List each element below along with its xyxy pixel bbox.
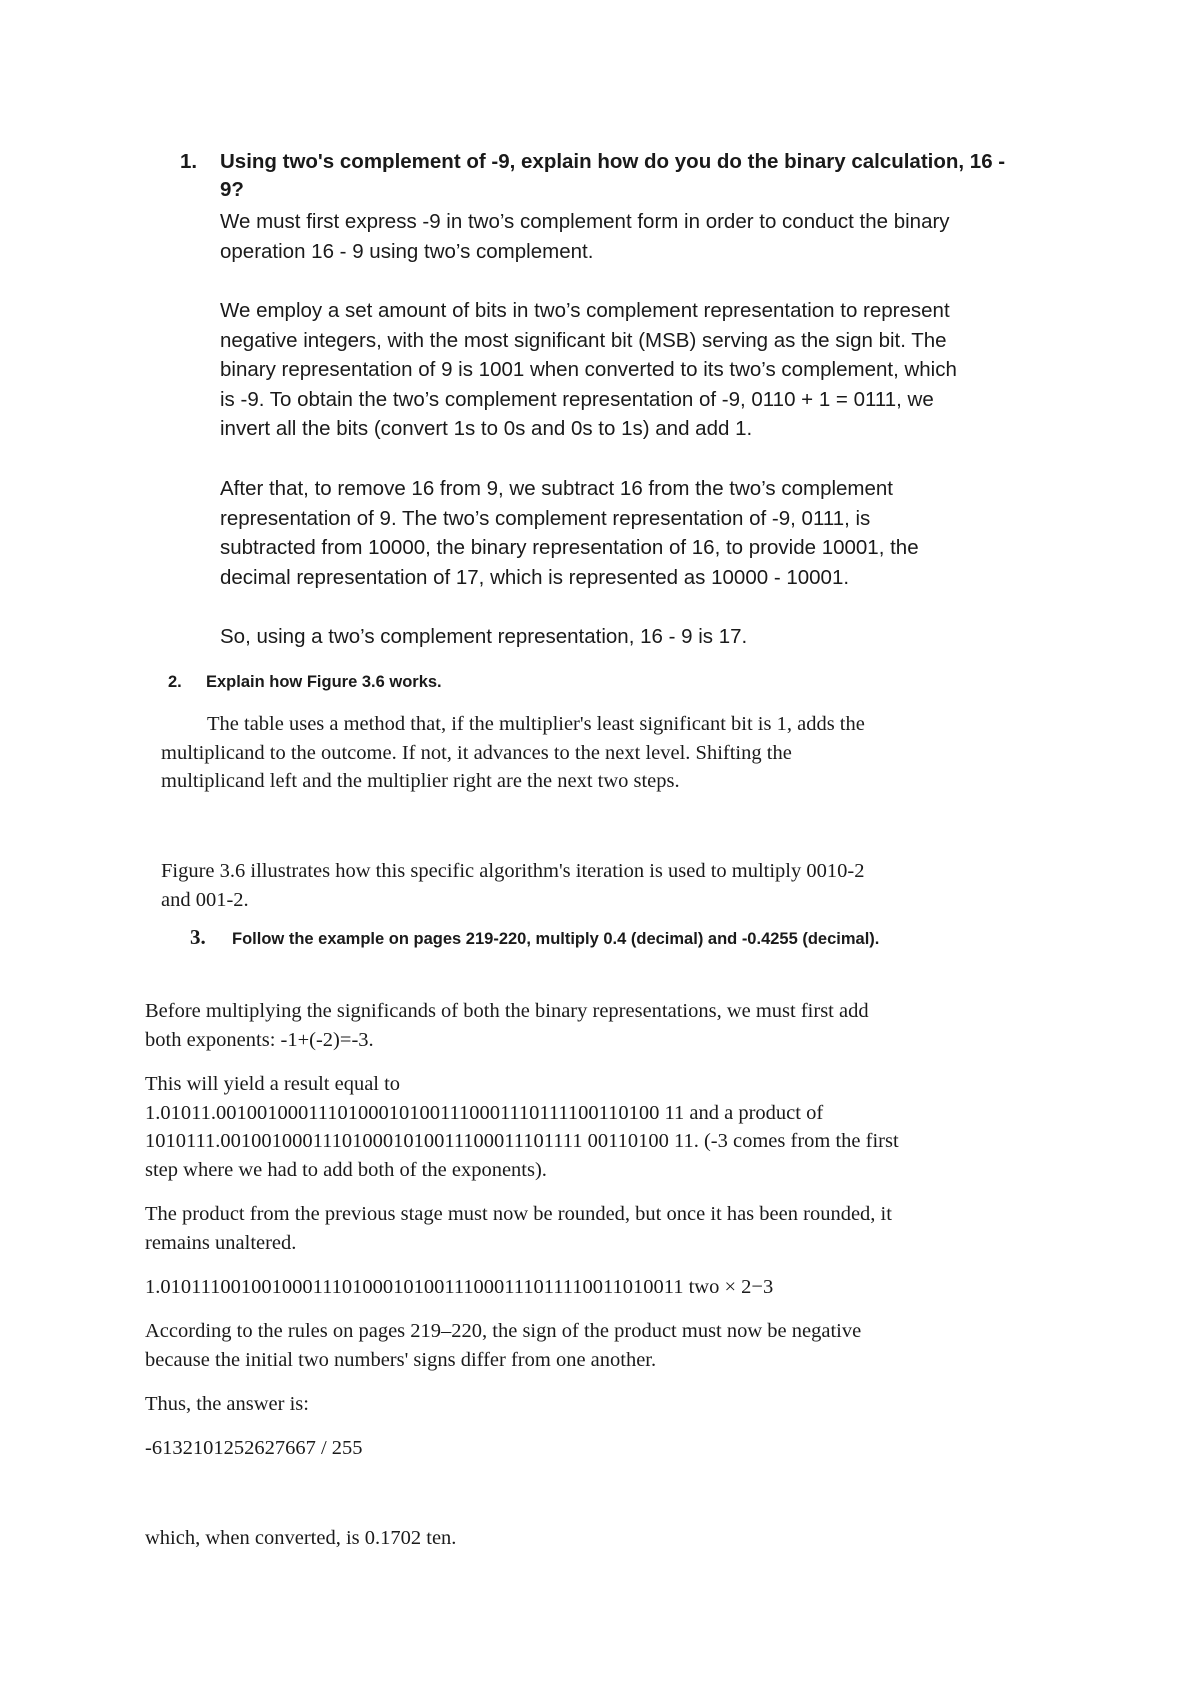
text-line: We must first express -9 in two’s complement form in order to conduct the binary	[220, 210, 950, 233]
text-line: Before multiplying the significands of both the binary representations, we must first add	[145, 1000, 869, 1022]
text-line: and 001-2.	[161, 888, 249, 911]
q3-paragraph-8	[145, 1524, 1075, 1553]
q3-paragraph-6	[145, 1390, 1075, 1419]
question-3-heading-text: Follow the example on pages 219-220, multiply 0.4 (decimal) and -0.4255 (decimal).	[232, 930, 880, 948]
text-line: representation of 9. The two’s complement representation of -9, 0111, is	[220, 506, 871, 530]
text-line: The table uses a method that, if the multiplier's least significant bit is 1, adds the	[207, 713, 865, 735]
question-1-heading-line: Using two's complement of -9, explain how do you do the binary calculation, 16 -	[220, 150, 1006, 173]
text-line: The product from the previous stage must now be rounded, but once it has been rounded, it	[145, 1203, 892, 1225]
text-line: After that, to remove 16 from 9, we subtract 16 from the two’s complement	[220, 477, 893, 500]
q1-paragraph-3	[220, 474, 1070, 592]
q3-paragraph-3	[145, 1200, 1075, 1257]
q1-paragraph-2	[220, 296, 1070, 444]
text-line: Thus, the answer is:	[145, 1393, 309, 1415]
text-line: invert all the bits (convert 1s to 0s and 0s to 1s) and add 1.	[220, 417, 753, 440]
question-1-heading-line: 9?	[220, 178, 244, 201]
text-line: binary representation of 9 is 1001 when converted to its two’s complement, which	[220, 358, 957, 381]
text-line: is -9. To obtain the two’s complement representation of -9, 0110 + 1 = 0111, we	[220, 387, 934, 411]
text-line: because the initial two numbers' signs differ from one another.	[145, 1348, 657, 1371]
text-line: 1.0101110010010001110100010100111000111011110011010011 two × 2−3	[145, 1276, 774, 1298]
text-line: both exponents: -1+(-2)=-3.	[145, 1028, 374, 1051]
question-2-number: 2.	[168, 673, 182, 691]
text-line: operation 16 - 9 using two’s complement.	[220, 239, 594, 263]
text-line: negative integers, with the most significant bit (MSB) serving as the sign bit. The	[220, 328, 947, 352]
q3-paragraph-2	[145, 1070, 1075, 1184]
text-line: According to the rules on pages 219–220, the sign of the product must now be negative	[145, 1320, 862, 1342]
question-2-heading-text: Explain how Figure 3.6 works.	[206, 673, 442, 691]
question-2-heading	[168, 671, 442, 693]
question-3-number: 3.	[190, 925, 206, 949]
text-line: So, using a two’s complement representation, 16 - 9 is 17.	[220, 625, 748, 648]
text-line: 1.01011.00100100011101000101001110001110111100110100 11 and a product of	[145, 1101, 824, 1124]
text-line: decimal representation of 17, which is represented as 10000 - 10001.	[220, 565, 850, 589]
q1-paragraph-4	[220, 622, 1070, 652]
text-line: which, when converted, is 0.1702 ten.	[145, 1527, 457, 1549]
text-line: subtracted from 10000, the binary representation of 16, to provide 10001, the	[220, 536, 919, 559]
q3-paragraph-5	[145, 1317, 1075, 1374]
text-line: -6132101252627667 / 255	[145, 1437, 363, 1459]
text-line: 1010111.001001000111010001010011100011101111 00110100 11. (-3 comes from the first	[145, 1130, 899, 1152]
q2-paragraph-1	[161, 710, 1041, 796]
text-line: This will yield a result equal to	[145, 1073, 401, 1095]
q3-paragraph-4	[145, 1273, 1075, 1302]
text-line: step where we had to add both of the exponents).	[145, 1158, 547, 1181]
text-line: remains unaltered.	[145, 1231, 297, 1254]
q2-paragraph-2	[161, 857, 1041, 914]
q3-answer	[145, 1434, 1075, 1463]
q1-paragraph-1	[220, 207, 1070, 266]
question-3-heading	[190, 925, 879, 951]
text-line: Figure 3.6 illustrates how this specific algorithm's iteration is used to multiply 0010-2	[161, 860, 865, 882]
text-line: We employ a set amount of bits in two’s complement representation to represent	[220, 299, 950, 322]
question-1-number: 1.	[180, 150, 198, 173]
q3-paragraph-1	[145, 997, 1075, 1054]
text-line: multiplicand left and the multiplier right are the next two steps.	[161, 770, 680, 792]
text-line: multiplicand to the outcome. If not, it advances to the next level. Shifting the	[161, 741, 792, 764]
